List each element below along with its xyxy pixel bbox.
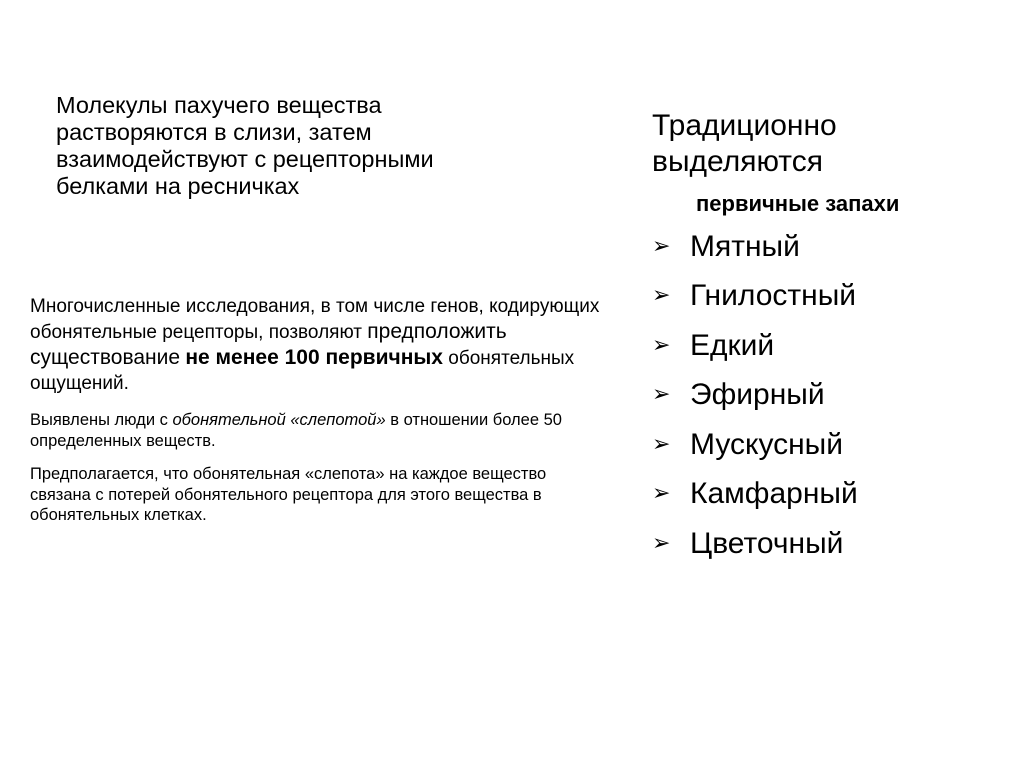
smell-label: Едкий [690,328,775,362]
studies-lead: Многочисленные исследования, в том числе генов, кодирующих обонятельные рецепторы, позволяют [30,296,600,343]
studies-bold-text: не менее 100 первичных [185,346,443,369]
arrow-bullet-icon: ➢ [652,382,671,408]
primary-smells-heading [652,108,1012,180]
studies-big-text: предположить существование [30,320,507,369]
smell-label: Цветочный [690,526,844,560]
list-item [652,371,1012,421]
blindness-text-a: Выявлены люди с [30,411,168,429]
smell-label: Эфирный [690,378,825,412]
list-item [652,222,1012,272]
hypothesis-paragraph: Предполагается, что обонятельная «слепота» на каждое вещество связана с потерей обонятельного рецептора для этого вещества в обонятельных клетках. [30,465,547,524]
blindness-italic: обонятельной «слепотой» [172,411,386,429]
studies-section [30,294,600,539]
primary-smells-list [652,222,1012,569]
list-item [652,519,1012,569]
list-item [652,470,1012,520]
arrow-bullet-icon: ➢ [652,283,671,309]
intro-line: растворяются в слизи, затем [56,119,372,145]
smell-label: Мятный [690,229,800,263]
intro-line: взаимодействуют с рецепторными [56,146,434,172]
blindness-paragraph [30,410,600,451]
primary-smells-subheading: первичные запахи [696,191,900,216]
list-item [652,272,1012,322]
smell-label: Мускусный [690,427,844,461]
heading-line: Традиционно [652,109,837,142]
smell-label: Камфарный [690,477,858,511]
studies-tail: обонятельных ощущений. [30,348,575,394]
intro-line: белками на ресничках [56,173,300,199]
intro-paragraph [56,92,526,200]
list-item [652,420,1012,470]
list-item [652,321,1012,371]
arrow-bullet-icon: ➢ [652,431,671,457]
studies-paragraph [30,294,600,396]
heading-line: выделяются [652,145,823,178]
arrow-bullet-icon: ➢ [652,530,671,556]
arrow-bullet-icon: ➢ [652,233,671,259]
arrow-bullet-icon: ➢ [652,481,671,507]
blindness-text-b: в отношении более 50 определенных веществ. [30,411,562,450]
intro-line: Молекулы пахучего вещества [56,92,382,118]
smell-label: Гнилостный [690,279,857,313]
arrow-bullet-icon: ➢ [652,332,671,358]
